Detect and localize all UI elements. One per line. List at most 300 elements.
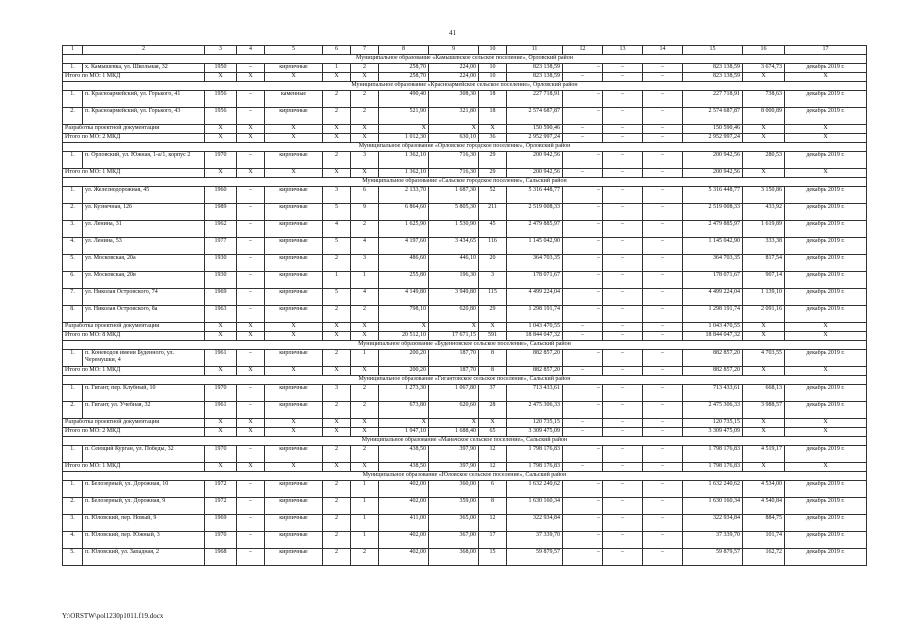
- total-label: Итого по МО: 1 МКД: [63, 367, 205, 376]
- total-cell: –: [603, 463, 643, 472]
- municipality-name: Муниципальное образование «Сальское городское поселение», Сальский район: [63, 178, 867, 187]
- total-cell: 20 512,10: [379, 332, 429, 341]
- total-cell: –: [563, 463, 603, 472]
- value-cell: 17: [479, 532, 507, 549]
- total-cell: X: [429, 125, 479, 134]
- value-cell: 1 298 191,74: [507, 306, 563, 323]
- value-cell: –: [563, 549, 603, 566]
- value-cell: 255,80: [379, 272, 429, 289]
- value-cell: каменные: [265, 91, 323, 108]
- total-label: Итого по МО: 1 МКД: [63, 463, 205, 472]
- total-cell: X: [237, 134, 265, 143]
- total-cell: 12: [479, 463, 507, 472]
- value-cell: 8: [479, 498, 507, 515]
- total-cell: X: [351, 428, 379, 437]
- deadline-cell: декабрь 2019 г.: [785, 306, 867, 323]
- building-row: [63, 306, 867, 323]
- total-cell: X: [265, 323, 323, 332]
- total-cell: X: [265, 419, 323, 428]
- total-cell: X: [351, 323, 379, 332]
- building-row: [63, 187, 867, 204]
- total-cell: X: [785, 134, 867, 143]
- total-cell: X: [265, 134, 323, 143]
- total-cell: –: [563, 367, 603, 376]
- value-cell: –: [237, 108, 265, 125]
- deadline-cell: декабрь 2019 г.: [785, 255, 867, 272]
- address-cell: п. Сеющий Курган, ул. Победы, 32: [83, 446, 205, 463]
- value-cell: 3 434,65: [429, 238, 479, 255]
- value-cell: –: [603, 350, 643, 367]
- total-cell: X: [205, 73, 237, 82]
- value-cell: –: [237, 481, 265, 498]
- value-cell: 200 942,56: [507, 152, 563, 169]
- column-number-cell: 2: [83, 46, 205, 55]
- deadline-cell: декабрь 2019 г.: [785, 515, 867, 532]
- total-cell: X: [265, 125, 323, 134]
- total-cell: 150 590,46: [507, 125, 563, 134]
- value-cell: 364 703,35: [507, 255, 563, 272]
- address-cell: п. Белозерный, ул. Дорожная, 9: [83, 498, 205, 515]
- value-cell: 823 138,59: [683, 64, 743, 73]
- value-cell: 1989: [205, 204, 237, 221]
- total-cell: X: [205, 332, 237, 341]
- total-row: [63, 169, 867, 178]
- value-cell: 1970: [205, 152, 237, 169]
- value-cell: 187,70: [429, 350, 479, 367]
- value-cell: 486,60: [379, 255, 429, 272]
- value-cell: кирпичные: [265, 515, 323, 532]
- total-cell: –: [563, 125, 603, 134]
- total-cell: 8: [479, 367, 507, 376]
- value-cell: 9: [351, 204, 379, 221]
- value-cell: 200,20: [379, 350, 429, 367]
- value-cell: 2.: [63, 204, 83, 221]
- value-cell: –: [643, 64, 683, 73]
- total-cell: X: [205, 428, 237, 437]
- value-cell: 1961: [205, 402, 237, 419]
- total-cell: –: [603, 125, 643, 134]
- value-cell: 3.: [63, 515, 83, 532]
- value-cell: 211: [479, 204, 507, 221]
- address-cell: п. Юловский, ул. Западная, 2: [83, 549, 205, 566]
- total-cell: X: [379, 419, 429, 428]
- total-row: [63, 134, 867, 143]
- value-cell: –: [563, 108, 603, 125]
- value-cell: 1: [323, 64, 351, 73]
- value-cell: –: [643, 221, 683, 238]
- value-cell: –: [237, 152, 265, 169]
- value-cell: –: [237, 350, 265, 367]
- value-cell: 2: [323, 152, 351, 169]
- value-cell: 882 857,20: [683, 350, 743, 367]
- total-cell: –: [563, 428, 603, 437]
- value-cell: 116: [479, 238, 507, 255]
- total-cell: 200,20: [379, 367, 429, 376]
- total-cell: X: [351, 419, 379, 428]
- value-cell: 4 197,60: [379, 238, 429, 255]
- total-cell: X: [205, 463, 237, 472]
- value-cell: 227 718,91: [507, 91, 563, 108]
- value-cell: –: [643, 350, 683, 367]
- total-cell: X: [265, 332, 323, 341]
- total-cell: X: [265, 367, 323, 376]
- total-cell: 3 309 475,09: [683, 428, 743, 437]
- value-cell: –: [643, 549, 683, 566]
- total-cell: –: [603, 419, 643, 428]
- total-cell: 823 138,59: [683, 73, 743, 82]
- total-row: [63, 125, 867, 134]
- total-row: [63, 367, 867, 376]
- value-cell: 402,00: [379, 481, 429, 498]
- value-cell: 2.: [63, 402, 83, 419]
- value-cell: 738,63: [743, 91, 785, 108]
- value-cell: 2: [351, 91, 379, 108]
- value-cell: 28: [479, 402, 507, 419]
- value-cell: 713 433,61: [683, 385, 743, 402]
- value-cell: 1 145 042,90: [683, 238, 743, 255]
- column-number-cell: 8: [379, 46, 429, 55]
- value-cell: 2.: [63, 108, 83, 125]
- value-cell: 1: [323, 272, 351, 289]
- value-cell: 308,30: [429, 91, 479, 108]
- value-cell: 402,00: [379, 549, 429, 566]
- value-cell: 4 499 224,04: [507, 289, 563, 306]
- value-cell: кирпичные: [265, 532, 323, 549]
- deadline-cell: декабрь 2019 г.: [785, 498, 867, 515]
- value-cell: –: [643, 306, 683, 323]
- value-cell: 2: [351, 221, 379, 238]
- value-cell: кирпичные: [265, 350, 323, 367]
- deadline-cell: декабрь 2019 г.: [785, 532, 867, 549]
- housing-repair-table: [62, 45, 867, 566]
- total-cell: –: [563, 419, 603, 428]
- total-cell: –: [643, 367, 683, 376]
- value-cell: кирпичные: [265, 446, 323, 463]
- value-cell: 3: [323, 187, 351, 204]
- total-cell: 1 798 176,83: [683, 463, 743, 472]
- total-cell: 1 043 470,55: [507, 323, 563, 332]
- municipality-section-row: [63, 472, 867, 481]
- value-cell: 2 479 885,97: [507, 221, 563, 238]
- total-cell: X: [785, 332, 867, 341]
- value-cell: 1 298 191,74: [683, 306, 743, 323]
- value-cell: 1930: [205, 272, 237, 289]
- value-cell: –: [563, 221, 603, 238]
- column-number-cell: 13: [603, 46, 643, 55]
- value-cell: –: [643, 108, 683, 125]
- address-cell: ул. Ленина, 31: [83, 221, 205, 238]
- total-cell: X: [323, 332, 351, 341]
- total-cell: –: [563, 169, 603, 178]
- value-cell: 3 150,86: [743, 187, 785, 204]
- value-cell: 2 479 885,97: [683, 221, 743, 238]
- value-cell: 1 798 176,83: [683, 446, 743, 463]
- value-cell: 907,14: [743, 272, 785, 289]
- value-cell: 200 942,56: [683, 152, 743, 169]
- total-cell: 200 942,56: [683, 169, 743, 178]
- total-cell: –: [643, 125, 683, 134]
- total-cell: X: [205, 323, 237, 332]
- total-cell: –: [603, 134, 643, 143]
- value-cell: 3 988,57: [743, 402, 785, 419]
- total-cell: 2 952 997,24: [507, 134, 563, 143]
- page-number: 41: [449, 29, 456, 37]
- value-cell: 365,00: [429, 515, 479, 532]
- total-cell: X: [237, 323, 265, 332]
- value-cell: 2 475 306,33: [683, 402, 743, 419]
- value-cell: 1968: [205, 549, 237, 566]
- municipality-section-row: [63, 143, 867, 152]
- total-cell: X: [351, 332, 379, 341]
- value-cell: 1969: [205, 515, 237, 532]
- value-cell: 10: [479, 64, 507, 73]
- total-cell: –: [643, 323, 683, 332]
- value-cell: кирпичные: [265, 108, 323, 125]
- value-cell: 2: [323, 306, 351, 323]
- value-cell: –: [603, 187, 643, 204]
- deadline-cell: декабрь 2019 г.: [785, 221, 867, 238]
- value-cell: 2 475 306,33: [507, 402, 563, 419]
- value-cell: кирпичные: [265, 306, 323, 323]
- value-cell: 15: [479, 549, 507, 566]
- value-cell: –: [643, 238, 683, 255]
- total-cell: X: [743, 463, 785, 472]
- value-cell: 1.: [63, 481, 83, 498]
- total-cell: –: [603, 367, 643, 376]
- total-cell: X: [237, 332, 265, 341]
- address-cell: ул. Московская, 20в: [83, 272, 205, 289]
- value-cell: 1 273,30: [379, 385, 429, 402]
- value-cell: 322 934,84: [507, 515, 563, 532]
- value-cell: 1: [351, 350, 379, 367]
- value-cell: 20: [479, 255, 507, 272]
- total-cell: 1 798 176,83: [507, 463, 563, 472]
- building-row: [63, 289, 867, 306]
- total-cell: –: [603, 73, 643, 82]
- total-cell: X: [429, 419, 479, 428]
- total-cell: X: [237, 419, 265, 428]
- municipality-name: Муниципальное образование «Маньчское сельское поселение», Сальский район: [63, 437, 867, 446]
- value-cell: –: [603, 498, 643, 515]
- value-cell: 360,00: [429, 481, 479, 498]
- address-cell: п. Белозерный, ул. Дорожная, 10: [83, 481, 205, 498]
- total-cell: –: [643, 169, 683, 178]
- value-cell: 2: [351, 306, 379, 323]
- total-cell: 438,50: [379, 463, 429, 472]
- column-number-cell: 11: [507, 46, 563, 55]
- value-cell: кирпичные: [265, 272, 323, 289]
- total-cell: X: [743, 134, 785, 143]
- column-number-cell: 14: [643, 46, 683, 55]
- value-cell: 4 499 224,04: [683, 289, 743, 306]
- total-label: Разработка проектной документации: [63, 125, 205, 134]
- total-cell: X: [205, 134, 237, 143]
- total-cell: X: [351, 125, 379, 134]
- value-cell: 1.: [63, 446, 83, 463]
- value-cell: –: [237, 91, 265, 108]
- municipality-name: Муниципальное образование «Гигантовское сельское поселение», Сальский район: [63, 376, 867, 385]
- value-cell: 1.: [63, 91, 83, 108]
- value-cell: 59 879,57: [507, 549, 563, 566]
- total-cell: 882 857,20: [507, 367, 563, 376]
- value-cell: 1 630 160,34: [683, 498, 743, 515]
- total-cell: X: [743, 428, 785, 437]
- value-cell: –: [563, 255, 603, 272]
- total-cell: –: [603, 332, 643, 341]
- address-cell: п. Коневодов имени Буденного, ул. Черемушки, 4: [83, 350, 205, 367]
- total-cell: 224,00: [429, 73, 479, 82]
- total-cell: 1 362,10: [379, 169, 429, 178]
- value-cell: 4 540,84: [743, 498, 785, 515]
- value-cell: 224,00: [429, 64, 479, 73]
- value-cell: 521,90: [379, 108, 429, 125]
- total-cell: –: [603, 323, 643, 332]
- deadline-cell: декабрь 2019 г.: [785, 289, 867, 306]
- total-cell: 200 942,56: [507, 169, 563, 178]
- column-number-cell: 12: [563, 46, 603, 55]
- value-cell: 2: [323, 91, 351, 108]
- value-cell: –: [643, 481, 683, 498]
- value-cell: –: [643, 152, 683, 169]
- building-row: [63, 532, 867, 549]
- municipality-section-row: [63, 437, 867, 446]
- value-cell: кирпичные: [265, 549, 323, 566]
- building-row: [63, 385, 867, 402]
- address-cell: ул. Московская, 20а: [83, 255, 205, 272]
- value-cell: –: [563, 350, 603, 367]
- value-cell: 196,30: [429, 272, 479, 289]
- value-cell: 1956: [205, 91, 237, 108]
- total-cell: 630,10: [429, 134, 479, 143]
- value-cell: 2 133,70: [379, 187, 429, 204]
- deadline-cell: декабрь 2019 г.: [785, 272, 867, 289]
- value-cell: 1 798 176,83: [507, 446, 563, 463]
- total-cell: X: [323, 125, 351, 134]
- total-cell: X: [205, 125, 237, 134]
- total-cell: 10: [479, 73, 507, 82]
- value-cell: 620,80: [429, 306, 479, 323]
- value-cell: кирпичные: [265, 152, 323, 169]
- value-cell: 1970: [205, 385, 237, 402]
- address-cell: п. Гигант, пер. Клубный, 10: [83, 385, 205, 402]
- value-cell: –: [643, 255, 683, 272]
- deadline-cell: декабрь 2019 г.: [785, 108, 867, 125]
- total-cell: X: [351, 169, 379, 178]
- total-cell: X: [323, 323, 351, 332]
- total-cell: X: [351, 134, 379, 143]
- value-cell: 5.: [63, 255, 83, 272]
- value-cell: 3: [351, 152, 379, 169]
- address-cell: п. Гигант, ул. Учебная, 32: [83, 402, 205, 419]
- value-cell: 2: [323, 108, 351, 125]
- total-cell: 17 671,15: [429, 332, 479, 341]
- value-cell: 1970: [205, 532, 237, 549]
- value-cell: 4 703,55: [743, 350, 785, 367]
- value-cell: 3: [351, 255, 379, 272]
- total-cell: X: [785, 419, 867, 428]
- total-cell: –: [643, 428, 683, 437]
- total-label: Итого по МО: 2 МКД: [63, 428, 205, 437]
- column-number-cell: 16: [743, 46, 785, 55]
- municipality-name: Муниципальное образование «Буденновское сельское поселение», Сальский район: [63, 341, 867, 350]
- value-cell: –: [237, 255, 265, 272]
- total-cell: X: [479, 125, 507, 134]
- value-cell: 1.: [63, 385, 83, 402]
- value-cell: 280,53: [743, 152, 785, 169]
- building-row: [63, 515, 867, 532]
- value-cell: кирпичные: [265, 238, 323, 255]
- deadline-cell: декабрь 2019 г.: [785, 446, 867, 463]
- value-cell: 2 519 008,33: [683, 204, 743, 221]
- value-cell: 4: [323, 221, 351, 238]
- value-cell: 1: [351, 498, 379, 515]
- total-cell: 397,90: [429, 463, 479, 472]
- municipality-name: Муниципальное образование «Орловское городское поселение», Орловский район: [63, 143, 867, 152]
- total-cell: X: [323, 169, 351, 178]
- total-cell: 882 857,20: [683, 367, 743, 376]
- column-number-cell: 4: [237, 46, 265, 55]
- value-cell: –: [237, 515, 265, 532]
- total-cell: X: [785, 323, 867, 332]
- total-cell: X: [265, 463, 323, 472]
- total-label: Итого по МО: 1 МКД: [63, 169, 205, 178]
- value-cell: 620,60: [429, 402, 479, 419]
- value-cell: 2: [323, 402, 351, 419]
- value-cell: 1.: [63, 187, 83, 204]
- value-cell: –: [643, 91, 683, 108]
- total-cell: 65: [479, 428, 507, 437]
- building-row: [63, 255, 867, 272]
- value-cell: кирпичные: [265, 255, 323, 272]
- building-row: [63, 498, 867, 515]
- value-cell: –: [563, 532, 603, 549]
- total-cell: X: [743, 323, 785, 332]
- value-cell: 817,54: [743, 255, 785, 272]
- value-cell: –: [237, 204, 265, 221]
- value-cell: –: [237, 272, 265, 289]
- municipality-section-row: [63, 376, 867, 385]
- value-cell: –: [237, 402, 265, 419]
- value-cell: 18: [479, 91, 507, 108]
- value-cell: –: [237, 306, 265, 323]
- value-cell: 162,72: [743, 549, 785, 566]
- value-cell: –: [237, 532, 265, 549]
- value-cell: 5.: [63, 549, 83, 566]
- address-cell: ул. Железнодорожная, 45: [83, 187, 205, 204]
- value-cell: 7.: [63, 289, 83, 306]
- value-cell: 333,38: [743, 238, 785, 255]
- value-cell: 321,80: [429, 108, 479, 125]
- total-cell: 258,70: [379, 73, 429, 82]
- total-cell: X: [785, 169, 867, 178]
- total-cell: –: [563, 332, 603, 341]
- address-cell: п. Орловский, ул. Южная, 1-а/1, корпус 2: [83, 152, 205, 169]
- value-cell: –: [643, 515, 683, 532]
- deadline-cell: декабрь 2019 г.: [785, 350, 867, 367]
- value-cell: 1969: [205, 289, 237, 306]
- value-cell: кирпичные: [265, 204, 323, 221]
- value-cell: 1950: [205, 64, 237, 73]
- building-row: [63, 350, 867, 367]
- value-cell: 397,90: [429, 446, 479, 463]
- value-cell: 2: [351, 108, 379, 125]
- total-row: [63, 463, 867, 472]
- value-cell: 1961: [205, 350, 237, 367]
- value-cell: 433,92: [743, 204, 785, 221]
- value-cell: 1 687,30: [429, 187, 479, 204]
- value-cell: –: [563, 385, 603, 402]
- value-cell: 798,10: [379, 306, 429, 323]
